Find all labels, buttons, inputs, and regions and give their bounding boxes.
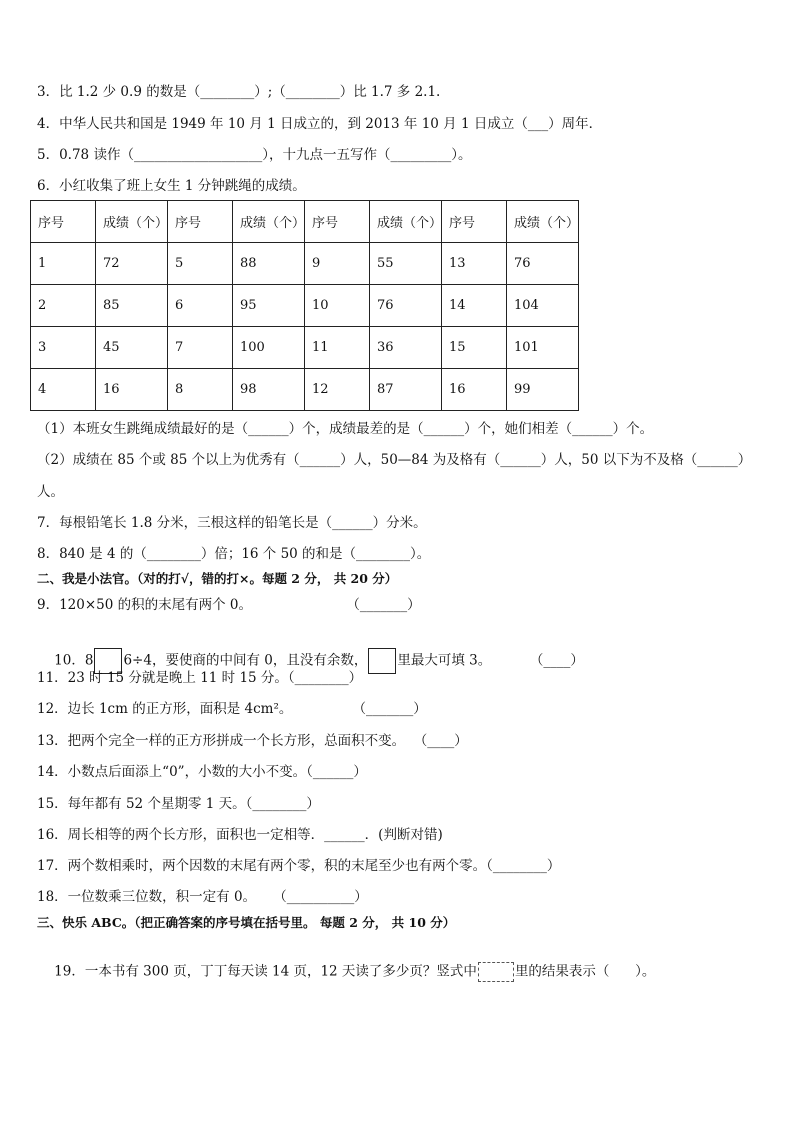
question-6-part-2-continued: 人。 <box>37 484 64 500</box>
table-cell: 11 <box>305 327 370 369</box>
table-cell: 3 <box>31 327 96 369</box>
section-3-heading: 三、快乐 ABC。（把正确答案的序号填在括号里。 每题 2 分， 共 10 分） <box>37 915 456 930</box>
question-14: 14．小数点后面添上“0”，小数的大小不变。（______） <box>37 764 367 780</box>
question-19-suffix: 里的结果表示（ ）。 <box>514 963 656 980</box>
table-cell: 10 <box>305 285 370 327</box>
table-cell: 76 <box>370 285 442 327</box>
question-6-part-1: （1）本班女生跳绳成绩最好的是（______）个，成绩最差的是（______）个，她们相差（______）个。 <box>37 421 654 437</box>
question-10-suffix: 里最大可填 3。 （____） <box>397 652 584 669</box>
table-cell: 55 <box>370 243 442 285</box>
table-cell: 8 <box>168 369 233 411</box>
table-cell: 16 <box>96 369 168 411</box>
question-19 <box>37 944 655 1000</box>
table-cell: 100 <box>233 327 305 369</box>
table-cell: 15 <box>442 327 507 369</box>
table-header-cell: 序号 <box>305 201 370 243</box>
table-header-cell: 序号 <box>168 201 233 243</box>
table-cell: 2 <box>31 285 96 327</box>
digit-box <box>368 648 396 674</box>
table-cell: 16 <box>442 369 507 411</box>
question-9: 9．120×50 的积的末尾有两个 0。 （_______） <box>37 597 421 613</box>
table-cell: 87 <box>370 369 442 411</box>
table-header-cell: 序号 <box>31 201 96 243</box>
question-12: 12．边长 1cm 的正方形，面积是 4cm²。 （_______） <box>37 701 427 717</box>
question-17: 17．两个数相乘时，两个因数的末尾有两个零，积的末尾至少也有两个零。（________） <box>37 858 561 874</box>
section-2-heading: 二、我是小法官。（对的打√，错的打×。每题 2 分， 共 20 分） <box>37 571 398 586</box>
table-cell: 9 <box>305 243 370 285</box>
table-cell: 1 <box>31 243 96 285</box>
table-cell: 99 <box>507 369 579 411</box>
question-8: 8．840 是 4 的（________）倍；16 个 50 的和是（________）。 <box>37 546 431 562</box>
table-cell: 101 <box>507 327 579 369</box>
table-cell: 4 <box>31 369 96 411</box>
table-cell: 5 <box>168 243 233 285</box>
question-6-part-2: （2）成绩在 85 个或 85 个以上为优秀有（______）人，50—84 为及格有（______）人，50 以下为不及格（______） <box>37 452 752 468</box>
question-10-prefix: 10．8 <box>54 652 94 669</box>
table-row <box>31 285 579 327</box>
table-cell: 72 <box>96 243 168 285</box>
table-cell: 95 <box>233 285 305 327</box>
question-6: 6．小红收集了班上女生 1 分钟跳绳的成绩。 <box>37 178 306 194</box>
table-cell: 14 <box>442 285 507 327</box>
jump-rope-score-table <box>30 200 579 411</box>
table-header-cell: 成绩（个） <box>96 201 168 243</box>
table-cell: 104 <box>507 285 579 327</box>
table-cell: 45 <box>96 327 168 369</box>
table-cell: 6 <box>168 285 233 327</box>
question-3: 3．比 1.2 少 0.9 的数是（________）;（________）比 1.7 多 2.1. <box>37 84 441 100</box>
question-5: 5．0.78 读作（___________________），十九点一五写作（_________）。 <box>37 147 472 163</box>
table-cell: 7 <box>168 327 233 369</box>
table-row <box>31 327 579 369</box>
table-cell: 98 <box>233 369 305 411</box>
table-cell: 12 <box>305 369 370 411</box>
table-header-cell: 成绩（个） <box>370 201 442 243</box>
question-11: 11．23 时 15 分就是晚上 11 时 15 分。（________） <box>37 670 363 686</box>
table-cell: 36 <box>370 327 442 369</box>
question-19-prefix: 19．一本书有 300 页，丁丁每天读 14 页，12 天读了多少页？竖式中 <box>54 963 477 980</box>
table-header-cell: 序号 <box>442 201 507 243</box>
table-row <box>31 369 579 411</box>
table-cell: 88 <box>233 243 305 285</box>
question-13: 13．把两个完全一样的正方形拼成一个长方形，总面积不变。 （____） <box>37 733 468 749</box>
table-cell: 85 <box>96 285 168 327</box>
question-16: 16．周长相等的两个长方形，面积也一定相等．______．(判断对错) <box>37 827 443 843</box>
question-4: 4．中华人民共和国是 1949 年 10 月 1 日成立的，到 2013 年 10 月 1 日成立（___）周年． <box>37 116 603 132</box>
question-15: 15．每年都有 52 个星期零 1 天。（________） <box>37 796 320 812</box>
table-cell: 13 <box>442 243 507 285</box>
table-header-cell: 成绩（个） <box>507 201 579 243</box>
table-header-row <box>31 201 579 243</box>
table-cell: 76 <box>507 243 579 285</box>
dashed-answer-box <box>478 962 514 982</box>
question-10-middle: 6÷4，要使商的中间有 0，且没有余数， <box>123 652 368 669</box>
question-18: 18．一位数乘三位数，积一定有 0。 （__________） <box>37 889 368 905</box>
table-row <box>31 243 579 285</box>
question-7: 7．每根铅笔长 1.8 分米，三根这样的铅笔长是（______）分米。 <box>37 515 427 531</box>
table-header-cell: 成绩（个） <box>233 201 305 243</box>
